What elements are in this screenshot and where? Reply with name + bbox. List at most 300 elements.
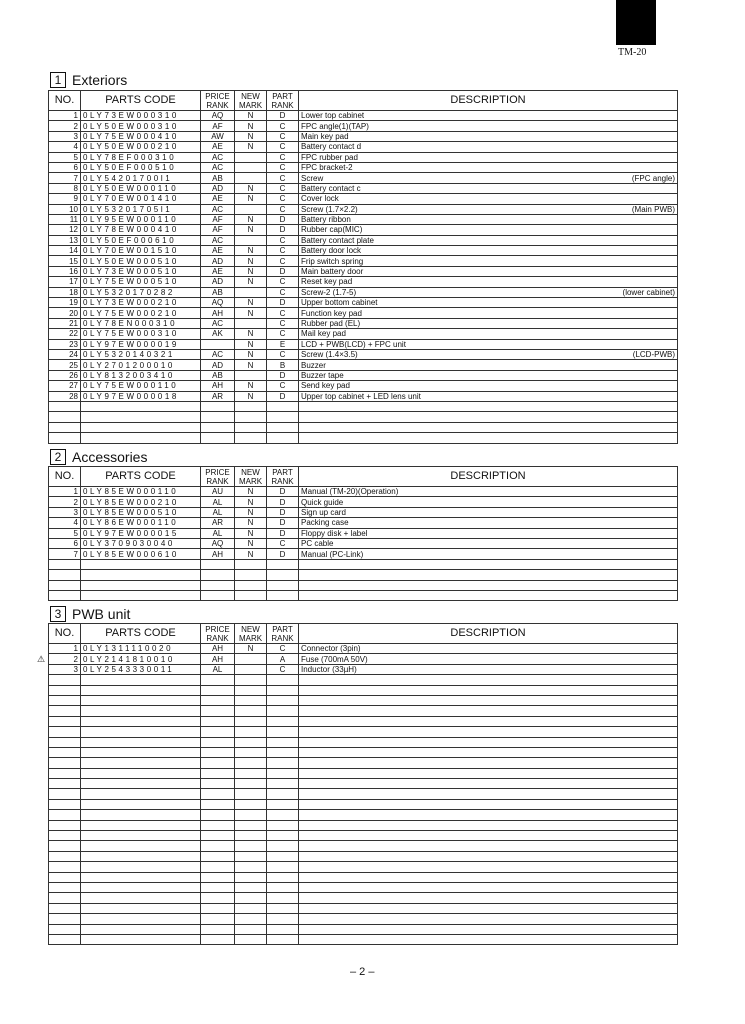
empty-cell (235, 789, 267, 799)
new-mark: N (235, 549, 267, 559)
price-rank: AH (201, 549, 235, 559)
table-row (49, 308, 678, 318)
part-rank: D (267, 487, 299, 497)
part-rank: C (267, 142, 299, 152)
empty-cell (49, 862, 81, 872)
new-mark: N (235, 329, 267, 339)
empty-cell (201, 882, 235, 892)
table-row (49, 111, 678, 121)
description-text: Upper top cabinet + LED lens unit (301, 391, 421, 401)
header-new-mark (235, 467, 267, 487)
table-row (49, 173, 678, 183)
new-mark (235, 152, 267, 162)
description-text: Inductor (33µH) (301, 664, 357, 674)
row-no: 25 (49, 360, 81, 370)
parts-code: 0LY73EW000310 (81, 111, 201, 121)
section-name: Exteriors (72, 72, 128, 88)
part-rank: D (267, 497, 299, 507)
empty-cell (299, 716, 678, 726)
table-row (49, 349, 678, 359)
section-title (50, 449, 147, 465)
table-row (49, 298, 678, 308)
row-no: 15 (49, 256, 81, 266)
parts-code: 0LY8132003410 (81, 370, 201, 380)
parts-code: 0LY2543330011 (81, 664, 201, 674)
empty-cell (49, 401, 81, 411)
price-rank (201, 339, 235, 349)
new-mark (235, 287, 267, 297)
new-mark (235, 654, 267, 664)
table-row (49, 318, 678, 328)
empty-cell (81, 706, 201, 716)
table-row (49, 654, 678, 664)
new-mark: N (235, 142, 267, 152)
price-rank: AH (201, 308, 235, 318)
parts-code: 0LY70EW001510 (81, 246, 201, 256)
empty-cell (235, 810, 267, 820)
table-header (49, 624, 678, 644)
table-row (49, 507, 678, 517)
part-rank: E (267, 339, 299, 349)
header-line: PART (272, 91, 293, 101)
description-text: Battery ribbon (301, 215, 351, 225)
empty-cell (81, 747, 201, 757)
empty-cell (299, 727, 678, 737)
empty-cell (201, 862, 235, 872)
empty-cell (201, 831, 235, 841)
header-line: RANK (206, 100, 229, 110)
price-rank: AE (201, 266, 235, 276)
empty-cell (299, 412, 678, 422)
part-rank: D (267, 528, 299, 538)
header-parts-code: PARTS CODE (81, 624, 201, 644)
row-no: 13 (49, 235, 81, 245)
description-text: Cover lock (301, 194, 339, 204)
empty-cell (81, 882, 201, 892)
empty-cell (299, 590, 678, 600)
price-rank: AE (201, 194, 235, 204)
header-description: DESCRIPTION (299, 467, 678, 487)
empty-cell (299, 903, 678, 913)
empty-cell (49, 685, 81, 695)
empty-cell (49, 779, 81, 789)
empty-cell (49, 675, 81, 685)
description (299, 349, 678, 359)
parts-code: 0LY54201700l1 (81, 173, 201, 183)
description (299, 287, 678, 297)
price-rank: AQ (201, 298, 235, 308)
table-row (49, 162, 678, 172)
part-rank: C (267, 121, 299, 131)
price-rank: AU (201, 487, 235, 497)
description-text: FPC bracket-2 (301, 163, 353, 173)
parts-code: 0LY73EW000510 (81, 266, 201, 276)
new-mark: N (235, 644, 267, 654)
table-row (49, 538, 678, 548)
description-note: (Main PWB) (631, 204, 675, 214)
row-no: 10 (49, 204, 81, 214)
empty-row (49, 401, 678, 411)
empty-cell (235, 820, 267, 830)
empty-cell (201, 851, 235, 861)
row-no: 8 (49, 183, 81, 193)
row-no: 24 (49, 349, 81, 359)
table-row (49, 549, 678, 559)
part-rank: C (267, 349, 299, 359)
part-rank: D (267, 225, 299, 235)
empty-cell (81, 924, 201, 934)
row-no: 2 (49, 497, 81, 507)
description (299, 214, 678, 224)
empty-cell (267, 747, 299, 757)
row-no: 26 (49, 370, 81, 380)
header-part-rank (267, 467, 299, 487)
empty-cell (267, 580, 299, 590)
empty-cell (81, 758, 201, 768)
price-rank: AK (201, 329, 235, 339)
new-mark (235, 235, 267, 245)
row-no: 5 (49, 152, 81, 162)
parts-code: 0LY85EW000510 (81, 507, 201, 517)
empty-cell (299, 422, 678, 432)
empty-cell (299, 768, 678, 778)
row-no: 1 (49, 487, 81, 497)
empty-cell (49, 559, 81, 569)
row-no: 22 (49, 329, 81, 339)
row-no: 1 (49, 111, 81, 121)
empty-cell (49, 820, 81, 830)
empty-cell (299, 675, 678, 685)
header-no: NO. (49, 467, 81, 487)
new-mark: N (235, 256, 267, 266)
empty-cell (49, 934, 81, 944)
row-no: 3 (49, 131, 81, 141)
table-row (49, 528, 678, 538)
empty-cell (81, 831, 201, 841)
empty-cell (267, 893, 299, 903)
description (299, 381, 678, 391)
part-rank: C (267, 204, 299, 214)
empty-cell (49, 789, 81, 799)
empty-cell (49, 747, 81, 757)
description-text: Lower top cabinet (301, 111, 365, 121)
empty-cell (235, 831, 267, 841)
empty-cell (49, 872, 81, 882)
empty-row (49, 433, 678, 443)
empty-cell (201, 675, 235, 685)
description (299, 329, 678, 339)
table-row (49, 287, 678, 297)
empty-row (49, 580, 678, 590)
row-no: 7 (49, 173, 81, 183)
part-rank: C (267, 183, 299, 193)
empty-cell (49, 841, 81, 851)
empty-cell (235, 862, 267, 872)
row-no: 3 (49, 664, 81, 674)
row-no: 2 (49, 654, 81, 664)
new-mark: N (235, 528, 267, 538)
new-mark: N (235, 518, 267, 528)
row-no: 4 (49, 142, 81, 152)
new-mark: N (235, 214, 267, 224)
description-text: Main key pad (301, 131, 349, 141)
empty-cell (267, 727, 299, 737)
empty-cell (267, 706, 299, 716)
price-rank: AB (201, 287, 235, 297)
empty-row (49, 831, 678, 841)
empty-cell (299, 914, 678, 924)
parts-code: 0LY86EW000110 (81, 518, 201, 528)
price-rank: AR (201, 391, 235, 401)
empty-cell (81, 768, 201, 778)
empty-cell (267, 862, 299, 872)
description-text: Battery contact plate (301, 235, 374, 245)
part-rank: A (267, 654, 299, 664)
empty-cell (235, 685, 267, 695)
empty-cell (201, 727, 235, 737)
description-text: Battery door lock (301, 246, 362, 256)
parts-table (48, 623, 678, 945)
new-mark: N (235, 277, 267, 287)
part-rank: C (267, 308, 299, 318)
price-rank: AD (201, 360, 235, 370)
description-text: Rubber pad (EL) (301, 319, 361, 328)
header-line: PRICE (205, 91, 230, 101)
parts-code: 0LY3709030040 (81, 538, 201, 548)
parts-code: 0LY75EW000210 (81, 308, 201, 318)
empty-cell (299, 924, 678, 934)
parts-code: 0LY75EW000110 (81, 381, 201, 391)
empty-cell (299, 851, 678, 861)
part-rank: D (267, 266, 299, 276)
empty-row (49, 893, 678, 903)
description-text: Buzzer tape (301, 370, 344, 380)
description (299, 266, 678, 276)
price-rank: AF (201, 214, 235, 224)
empty-cell (81, 590, 201, 600)
table-row (49, 360, 678, 370)
section-number: 2 (50, 449, 66, 465)
description (299, 277, 678, 287)
parts-code: 0LY97EW000019 (81, 339, 201, 349)
empty-cell (267, 903, 299, 913)
price-rank: AC (201, 349, 235, 359)
description (299, 298, 678, 308)
table-row (49, 329, 678, 339)
header-line: NEW (241, 91, 260, 101)
empty-cell (49, 422, 81, 432)
empty-cell (201, 768, 235, 778)
new-mark (235, 664, 267, 674)
price-rank: AC (201, 318, 235, 328)
description (299, 204, 678, 214)
header-line: PART (272, 467, 293, 477)
header-line: PRICE (205, 467, 230, 477)
empty-cell (235, 872, 267, 882)
row-no: 12 (49, 225, 81, 235)
empty-cell (49, 768, 81, 778)
parts-code: 0LY2141810010 (81, 654, 201, 664)
empty-cell (201, 685, 235, 695)
empty-cell (81, 570, 201, 580)
empty-cell (201, 570, 235, 580)
empty-cell (235, 851, 267, 861)
part-rank: D (267, 370, 299, 380)
empty-cell (299, 433, 678, 443)
description (299, 183, 678, 193)
empty-cell (81, 412, 201, 422)
new-mark: N (235, 298, 267, 308)
empty-cell (81, 716, 201, 726)
empty-row (49, 872, 678, 882)
header-part-rank (267, 624, 299, 644)
table-row (49, 142, 678, 152)
empty-row (49, 882, 678, 892)
empty-cell (81, 433, 201, 443)
price-rank: AH (201, 654, 235, 664)
description-text: Sign up card (301, 507, 346, 517)
model-label: TM-20 (618, 47, 647, 58)
empty-cell (49, 893, 81, 903)
description-text: Floppy disk + label (301, 528, 368, 538)
description (299, 538, 678, 548)
empty-cell (267, 872, 299, 882)
empty-cell (267, 768, 299, 778)
new-mark: N (235, 538, 267, 548)
header-line: MARK (238, 100, 263, 110)
description-text: Send key pad (301, 381, 350, 391)
empty-cell (299, 580, 678, 590)
part-rank: C (267, 256, 299, 266)
section-name: PWB unit (72, 606, 131, 622)
empty-cell (235, 570, 267, 580)
price-rank: AQ (201, 111, 235, 121)
description (299, 654, 678, 664)
table-row (49, 194, 678, 204)
empty-cell (267, 851, 299, 861)
header-line: NEW (241, 624, 260, 634)
row-no: 7 (49, 549, 81, 559)
price-rank: AD (201, 183, 235, 193)
empty-cell (267, 433, 299, 443)
empty-cell (49, 412, 81, 422)
table-row (49, 497, 678, 507)
row-no: 27 (49, 381, 81, 391)
description-text: Battery contact c (301, 183, 361, 193)
description (299, 318, 678, 328)
empty-cell (267, 914, 299, 924)
empty-row (49, 758, 678, 768)
new-mark: N (235, 121, 267, 131)
description (299, 225, 678, 235)
description (299, 111, 678, 121)
parts-code: 0LY75EW000510 (81, 277, 201, 287)
empty-cell (81, 685, 201, 695)
header-line: MARK (238, 476, 263, 486)
description (299, 121, 678, 131)
description-text: Screw (1.7×2.2) (301, 204, 358, 214)
description-text: FPC angle(1)(TAP) (301, 121, 369, 131)
empty-cell (49, 737, 81, 747)
empty-cell (299, 862, 678, 872)
empty-cell (49, 882, 81, 892)
table-row (49, 225, 678, 235)
description (299, 549, 678, 559)
description (299, 497, 678, 507)
empty-cell (235, 433, 267, 443)
header-part-rank (267, 91, 299, 111)
price-rank: AB (201, 173, 235, 183)
parts-code: 0LY70EW001410 (81, 194, 201, 204)
price-rank: AC (201, 152, 235, 162)
empty-cell (267, 675, 299, 685)
section-number: 1 (50, 72, 66, 88)
empty-row (49, 559, 678, 569)
header-new-mark (235, 624, 267, 644)
price-rank: AW (201, 131, 235, 141)
parts-code: 0LY78EN000310 (81, 318, 201, 328)
new-mark: N (235, 391, 267, 401)
new-mark: N (235, 507, 267, 517)
empty-cell (235, 934, 267, 944)
new-mark: N (235, 339, 267, 349)
corner-marker (616, 0, 656, 45)
part-rank: C (267, 246, 299, 256)
empty-cell (49, 433, 81, 443)
new-mark: N (235, 183, 267, 193)
new-mark: N (235, 487, 267, 497)
row-no: 9 (49, 194, 81, 204)
part-rank: C (267, 318, 299, 328)
empty-cell (267, 810, 299, 820)
empty-cell (235, 893, 267, 903)
empty-cell (235, 799, 267, 809)
empty-cell (235, 422, 267, 432)
header-line: NEW (241, 467, 260, 477)
empty-cell (81, 695, 201, 705)
new-mark: N (235, 360, 267, 370)
price-rank: AB (201, 370, 235, 380)
description (299, 246, 678, 256)
description-text: Rubber cap(MIC) (301, 225, 363, 235)
empty-cell (201, 716, 235, 726)
header-parts-code: PARTS CODE (81, 91, 201, 111)
empty-cell (267, 695, 299, 705)
table-row (49, 277, 678, 287)
parts-code: 0LY78EF000310 (81, 152, 201, 162)
description (299, 370, 678, 380)
empty-cell (235, 882, 267, 892)
empty-cell (49, 727, 81, 737)
price-rank: AQ (201, 538, 235, 548)
row-no: 3 (49, 507, 81, 517)
empty-cell (235, 768, 267, 778)
description-text: Upper bottom cabinet (301, 298, 378, 308)
description-text: Frip switch spring (301, 256, 364, 266)
price-rank: AL (201, 528, 235, 538)
empty-cell (81, 580, 201, 590)
empty-row (49, 903, 678, 913)
parts-code: 0LY5320170282 (81, 287, 201, 297)
description (299, 518, 678, 528)
price-rank: AD (201, 256, 235, 266)
empty-cell (49, 706, 81, 716)
description (299, 664, 678, 674)
empty-cell (201, 893, 235, 903)
header-price-rank (201, 91, 235, 111)
empty-row (49, 675, 678, 685)
empty-row (49, 737, 678, 747)
